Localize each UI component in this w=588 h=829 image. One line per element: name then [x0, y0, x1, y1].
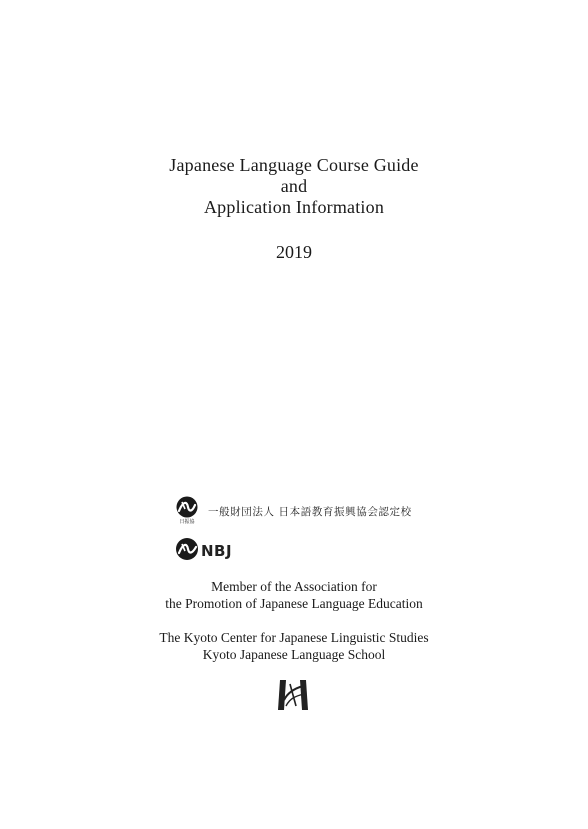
title-block — [0, 155, 588, 218]
year: 2019 — [276, 242, 312, 262]
school-line-2: Kyoto Japanese Language School — [202, 647, 386, 662]
nbj-row — [174, 537, 232, 565]
nbj-logo-icon — [174, 536, 200, 567]
membership-block — [0, 578, 588, 612]
nvj-logo-caption: 日振協 — [179, 519, 195, 525]
membership-line-2: the Promotion of Japanese Language Education — [165, 596, 423, 611]
title-line-2: and — [280, 176, 308, 196]
school-emblem-icon — [274, 676, 312, 714]
nbj-text: NBJ — [201, 542, 233, 560]
accreditation-text: 一般財団法人 日本語教育振興協会認定校 — [208, 506, 412, 518]
school-block — [0, 629, 588, 663]
nvj-logo-icon — [174, 496, 200, 526]
accreditation-row — [174, 496, 412, 526]
title-line-1: Japanese Language Course Guide — [169, 155, 419, 175]
school-line-1: The Kyoto Center for Japanese Linguistic Studies — [159, 630, 429, 645]
title-line-3: Application Information — [203, 197, 385, 217]
membership-line-1: Member of the Association for — [211, 579, 377, 594]
